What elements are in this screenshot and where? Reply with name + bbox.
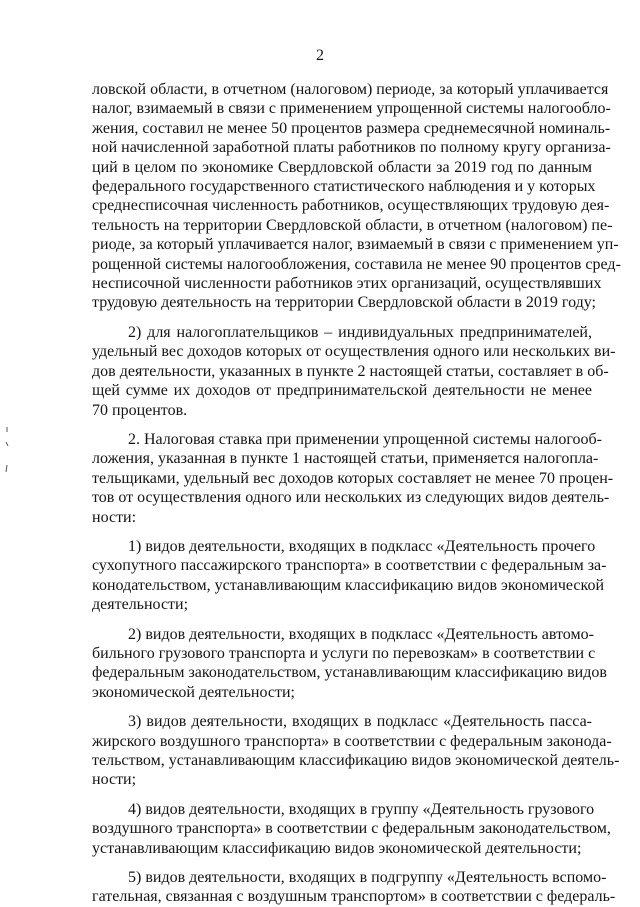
text-line: ложения, указанная в пункте 1 настоящей статьи, применяется налогопла- bbox=[92, 450, 599, 468]
text-line: федеральным законодательством, устанавливающим классификацию видов bbox=[92, 664, 607, 682]
list-item-4 bbox=[92, 800, 611, 858]
text-line: 2) видов деятельности, входящих в подкласс «Деятельность автомо- bbox=[128, 625, 594, 643]
text-line: дов деятельности, указанных в пункте 2 настоящей статьи, составляет в об- bbox=[92, 362, 609, 380]
text-line: тельность на территории Свердловской области, в отчетном (налоговом) пе- bbox=[92, 216, 613, 234]
text-line: воздушного транспорта» в соответствии с федеральным законодательством, bbox=[92, 820, 611, 838]
text-line: ной начисленной заработной платы работников по полному кругу организа- bbox=[92, 139, 611, 157]
text-line: гательная, связанная с воздушным транспортом» в соответствии с федераль- bbox=[92, 888, 616, 906]
text-line: деятельности; bbox=[92, 596, 189, 614]
text-line: ности: bbox=[92, 508, 137, 526]
document-body bbox=[92, 80, 621, 907]
text-line: трудовую деятельность на территории Свердловской области в 2019 году; bbox=[92, 294, 596, 312]
text-line: налог, взимаемый в связи с применением упрощенной системы налогообло- bbox=[92, 100, 611, 118]
text-line: рощенной системы налогообложения, составила не менее 90 процентов сред- bbox=[92, 255, 621, 273]
text-line: ловской области, в отчетном (налоговом) периоде, за который уплачивается bbox=[92, 81, 609, 98]
text-line: тельщиками, удельный вес доходов которых составляет не менее 70 процен- bbox=[92, 469, 614, 487]
text-line: жирского воздушного транспорта» в соответствии с федеральным законода- bbox=[92, 732, 612, 750]
text-line: 4) видов деятельности, входящих в группу «Деятельность грузового bbox=[128, 800, 595, 818]
text-line: ности; bbox=[92, 771, 137, 789]
list-item-3 bbox=[92, 712, 620, 790]
scan-margin-marks bbox=[3, 425, 11, 485]
text-line: щей сумме их доходов от предпринимательской деятельности не менее bbox=[92, 382, 592, 400]
text-line: тельством, устанавливающим классификацию видов экономической деятель- bbox=[92, 752, 620, 769]
text-line: удельный вес доходов которых от осуществления одного или нескольких ви- bbox=[92, 343, 616, 361]
list-item-5 bbox=[92, 868, 616, 907]
text-line: устанавливающим классификацию видов экономической деятельности; bbox=[92, 839, 582, 857]
text-line: 5) видов деятельности, входящих в подгруппу «Деятельность вспомо- bbox=[128, 869, 607, 887]
text-line: 1) видов деятельности, входящих в подкласс «Деятельность прочего bbox=[128, 537, 596, 555]
text-line: риоде, за который уплачивается налог, взимаемый в связи с применением уп- bbox=[92, 236, 619, 254]
text-line: среднесписочная численность работников, осуществляющих трудовую дея- bbox=[92, 197, 610, 215]
paragraph-2 bbox=[92, 323, 616, 420]
text-line: 2. Налоговая ставка при применении упрощенной системы налогооб- bbox=[128, 430, 602, 448]
list-item-1 bbox=[92, 537, 607, 615]
text-line: 2) для налогоплательщиков – индивидуальных предпринимателей, bbox=[128, 323, 592, 341]
list-item-2 bbox=[92, 625, 607, 703]
text-line: сухопутного пассажирского транспорта» в соответствии с федеральным за- bbox=[92, 557, 607, 575]
paragraph-3 bbox=[92, 430, 614, 527]
text-line: тов от осуществления одного или нескольких из следующих видов деятель- bbox=[92, 489, 610, 507]
text-line: жения, составил не менее 50 процентов размера среднемесячной номиналь- bbox=[92, 119, 611, 137]
text-line: несписочной численности работников этих организаций, осуществлявших bbox=[92, 275, 602, 293]
text-line: 70 процентов. bbox=[92, 401, 188, 419]
page-number: 2 bbox=[316, 47, 324, 64]
paragraph-1 bbox=[92, 80, 621, 313]
text-line: бильного грузового транспорта и услуги по перевозкам» в соответствии с bbox=[92, 644, 596, 662]
text-line: ций в целом по экономике Свердловской области за 2019 год по данным bbox=[92, 158, 592, 176]
text-line: экономической деятельности; bbox=[92, 683, 295, 701]
text-line: 3) видов деятельности, входящих в подкласс «Деятельность пасса- bbox=[128, 713, 592, 731]
text-line: конодательством, устанавливающим классификацию видов экономической bbox=[92, 576, 604, 594]
text-line: федерального государственного статистического наблюдения и у которых bbox=[92, 178, 596, 196]
